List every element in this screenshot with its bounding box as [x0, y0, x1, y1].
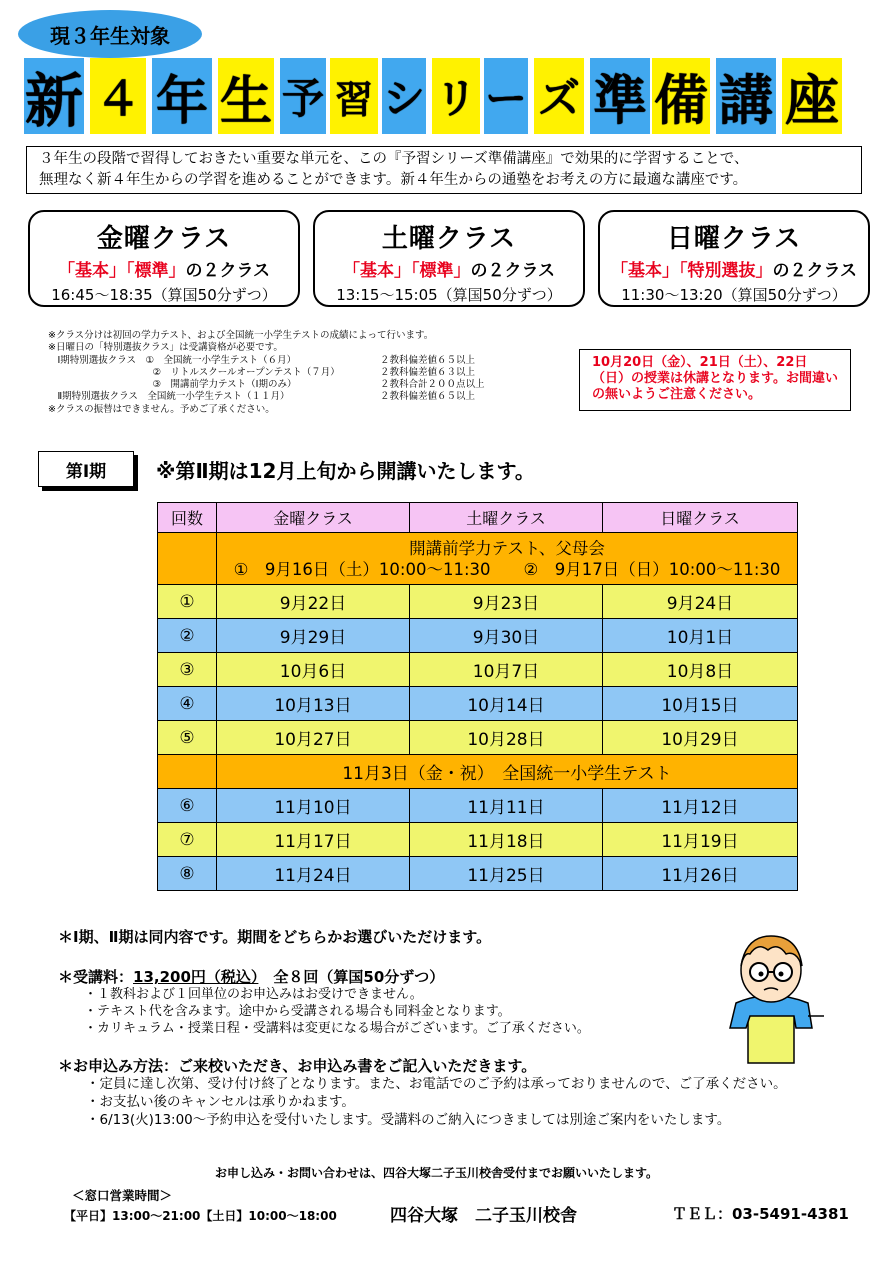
class-notes — [48, 330, 568, 416]
table-cell: ④ — [158, 687, 217, 721]
table-cell: ⑦ — [158, 823, 217, 857]
table-row — [158, 823, 798, 857]
table-row — [158, 857, 798, 891]
table-cell: ③ — [158, 653, 217, 687]
table-cell: 土曜クラス — [410, 503, 603, 533]
table-cell: 9月24日 — [603, 585, 798, 619]
table-cell: 11月24日 — [217, 857, 410, 891]
term-label: 第Ⅰ期 — [38, 451, 134, 487]
class-box-saturday — [313, 210, 585, 307]
pre-event-row — [158, 533, 798, 585]
class-name: 日曜クラス — [666, 224, 802, 254]
class-box-friday — [28, 210, 300, 307]
note-row: ③ 開講前学力テスト（Ⅰ期のみ） ２教科合計２００点以上 — [48, 379, 485, 391]
class-types: 「基本」「標準」の２クラス — [343, 261, 555, 281]
table-cell: 10月27日 — [217, 721, 410, 755]
title-char: 準 — [590, 58, 650, 134]
table-cell: 10月1日 — [603, 619, 798, 653]
table-cell: 10月15日 — [603, 687, 798, 721]
closure-line: （日）の授業は休講となります。お間違い — [592, 371, 838, 386]
table-cell: 11月19日 — [603, 823, 798, 857]
table-cell: ⑤ — [158, 721, 217, 755]
intro-text — [26, 146, 862, 194]
class-time: 11:30～13:20（算国50分ずつ） — [621, 286, 847, 304]
fee-notes: ・１教科および１回単位のお申込みはお受けできません。 ・テキスト代を含みます。途中から受講される場合も同料金となります。 ・カリキュラム・授業日程・受講料は変更になる場合がございます。ご了承ください。 — [84, 987, 590, 1036]
table-cell — [158, 533, 217, 585]
title-char: 習 — [330, 58, 378, 134]
class-box-sunday — [598, 210, 870, 307]
closure-line: の無いようご注意ください。 — [592, 387, 762, 402]
contact-info: お申し込み・お問い合わせは、四谷大塚二子玉川校舎受付までお願いいたします。 — [215, 1166, 659, 1180]
closure-notice — [579, 349, 851, 411]
schedule-table — [157, 502, 798, 891]
table-row — [158, 619, 798, 653]
note-row: ※日曜日の「特別選抜クラス」は受講資格が必要です。 — [48, 342, 283, 354]
class-name: 金曜クラス — [96, 224, 232, 254]
boy-studying-icon — [716, 928, 826, 1068]
title-char: 新 — [24, 58, 84, 134]
class-time: 13:15～15:05（算国50分ずつ） — [336, 286, 562, 304]
phone-number: ＴＥＬ：03-5491-4381 — [672, 1205, 849, 1223]
table-cell: 10月13日 — [217, 687, 410, 721]
fee-heading: ＊受講料：13,200円（税込） 全８回（算国50分ずつ） — [58, 968, 445, 986]
intro-line: 無理なく新４年生からの学習を進めることができます。新４年生からの通塾をお考えの方に最適な講座です。 — [39, 172, 748, 188]
class-time: 16:45～18:35（算国50分ずつ） — [51, 286, 277, 304]
apply-heading: ＊お申込み方法：ご来校いただき、お申込み書をご記入いただきます。 — [58, 1057, 537, 1075]
closure-line: 10月20日（金）、21日（土）、22日 — [592, 355, 808, 370]
table-row — [158, 789, 798, 823]
table-row — [158, 687, 798, 721]
table-row — [158, 653, 798, 687]
table-cell: 回数 — [158, 503, 217, 533]
table-cell: 9月23日 — [410, 585, 603, 619]
title-char: 年 — [152, 58, 212, 134]
note-row: Ⅱ期特別選抜クラス 全国統一小学生テスト（１１月） ２教科偏差値６５以上 — [48, 391, 476, 403]
table-cell: 開講前学力テスト、父母会 ① 9月16日（土）10:00～11:30 ② 9月17日（日）10:00～11:30 — [217, 533, 798, 585]
title-char: 備 — [652, 58, 710, 134]
table-cell: 9月22日 — [217, 585, 410, 619]
table-cell: ① — [158, 585, 217, 619]
same-content-note: ＊Ⅰ期、Ⅱ期は同内容です。期間をどちらかお選びいただけます。 — [58, 928, 492, 946]
page-title — [24, 58, 874, 140]
mid-event-row — [158, 755, 798, 789]
title-char: 講 — [716, 58, 776, 134]
table-cell: 9月29日 — [217, 619, 410, 653]
table-cell: ⑧ — [158, 857, 217, 891]
table-cell: 日曜クラス — [603, 503, 798, 533]
table-cell: 11月26日 — [603, 857, 798, 891]
table-row — [158, 721, 798, 755]
term-note: ※第Ⅱ期は12月上旬から開講いたします。 — [156, 459, 535, 483]
table-cell: 10月29日 — [603, 721, 798, 755]
title-char: ー — [484, 58, 528, 134]
class-types: 「基本」「標準」の２クラス — [58, 261, 270, 281]
table-cell: 9月30日 — [410, 619, 603, 653]
table-cell: 10月28日 — [410, 721, 603, 755]
school-name: 四谷大塚 二子玉川校舎 — [390, 1206, 577, 1226]
table-cell: 11月10日 — [217, 789, 410, 823]
class-types: 「基本」「特別選抜」の２クラス — [611, 261, 857, 281]
title-char: 生 — [218, 58, 274, 134]
class-name: 土曜クラス — [381, 224, 517, 254]
fee-value: 13,200円（税込） — [133, 968, 259, 986]
intro-line: ３年生の段階で習得しておきたい重要な単元を、この『予習シリーズ準備講座』で効果的に学習することで、 — [39, 151, 749, 167]
table-cell: 11月25日 — [410, 857, 603, 891]
note-row: ※クラスの振替はできません。予めご了承ください。 — [48, 403, 275, 415]
table-cell: ⑥ — [158, 789, 217, 823]
note-row: ② リトルスクールオープンテスト（７月） ２教科偏差値６３以上 — [48, 366, 476, 378]
table-header — [158, 503, 798, 533]
table-cell: 10月6日 — [217, 653, 410, 687]
title-char: 予 — [280, 58, 326, 134]
table-cell — [158, 755, 217, 789]
title-char: ４ — [90, 58, 146, 134]
table-cell: 金曜クラス — [217, 503, 410, 533]
hours-title: ＜窓口営業時間＞ — [72, 1188, 173, 1203]
table-cell: 11月18日 — [410, 823, 603, 857]
table-cell: 11月12日 — [603, 789, 798, 823]
note-row: Ⅰ期特別選抜クラス ① 全国統一小学生テスト（６月） ２教科偏差値６５以上 — [48, 354, 476, 366]
table-cell: 10月7日 — [410, 653, 603, 687]
table-cell: 11月3日（金・祝） 全国統一小学生テスト — [217, 755, 798, 789]
title-char: シ — [382, 58, 426, 134]
table-cell: 10月14日 — [410, 687, 603, 721]
table-cell: 11月17日 — [217, 823, 410, 857]
target-grade-badge: 現３年生対象 — [18, 10, 202, 58]
business-hours: 【平日】13:00～21:00【土日】10:00～18:00 — [64, 1209, 337, 1223]
title-char: 座 — [782, 58, 842, 134]
table-cell: 10月8日 — [603, 653, 798, 687]
title-char: リ — [432, 58, 480, 134]
table-cell: 11月11日 — [410, 789, 603, 823]
table-cell: ② — [158, 619, 217, 653]
table-row — [158, 585, 798, 619]
apply-notes: ・定員に達し次第、受け付け終了となります。また、お電話でのご予約は承っておりませんので、ご了承ください。 ・お支払い後のキャンセルは承りかねます。 ・6/13(火)13:00～予約申込を受付いたします。受講料のご納入につきましては別途ご案内をいたします。 — [86, 1076, 787, 1128]
title-char: ズ — [534, 58, 584, 134]
note-row: ※クラス分けは初回の学力テスト、および全国統一小学生テストの成績によって行います。 — [48, 330, 434, 341]
